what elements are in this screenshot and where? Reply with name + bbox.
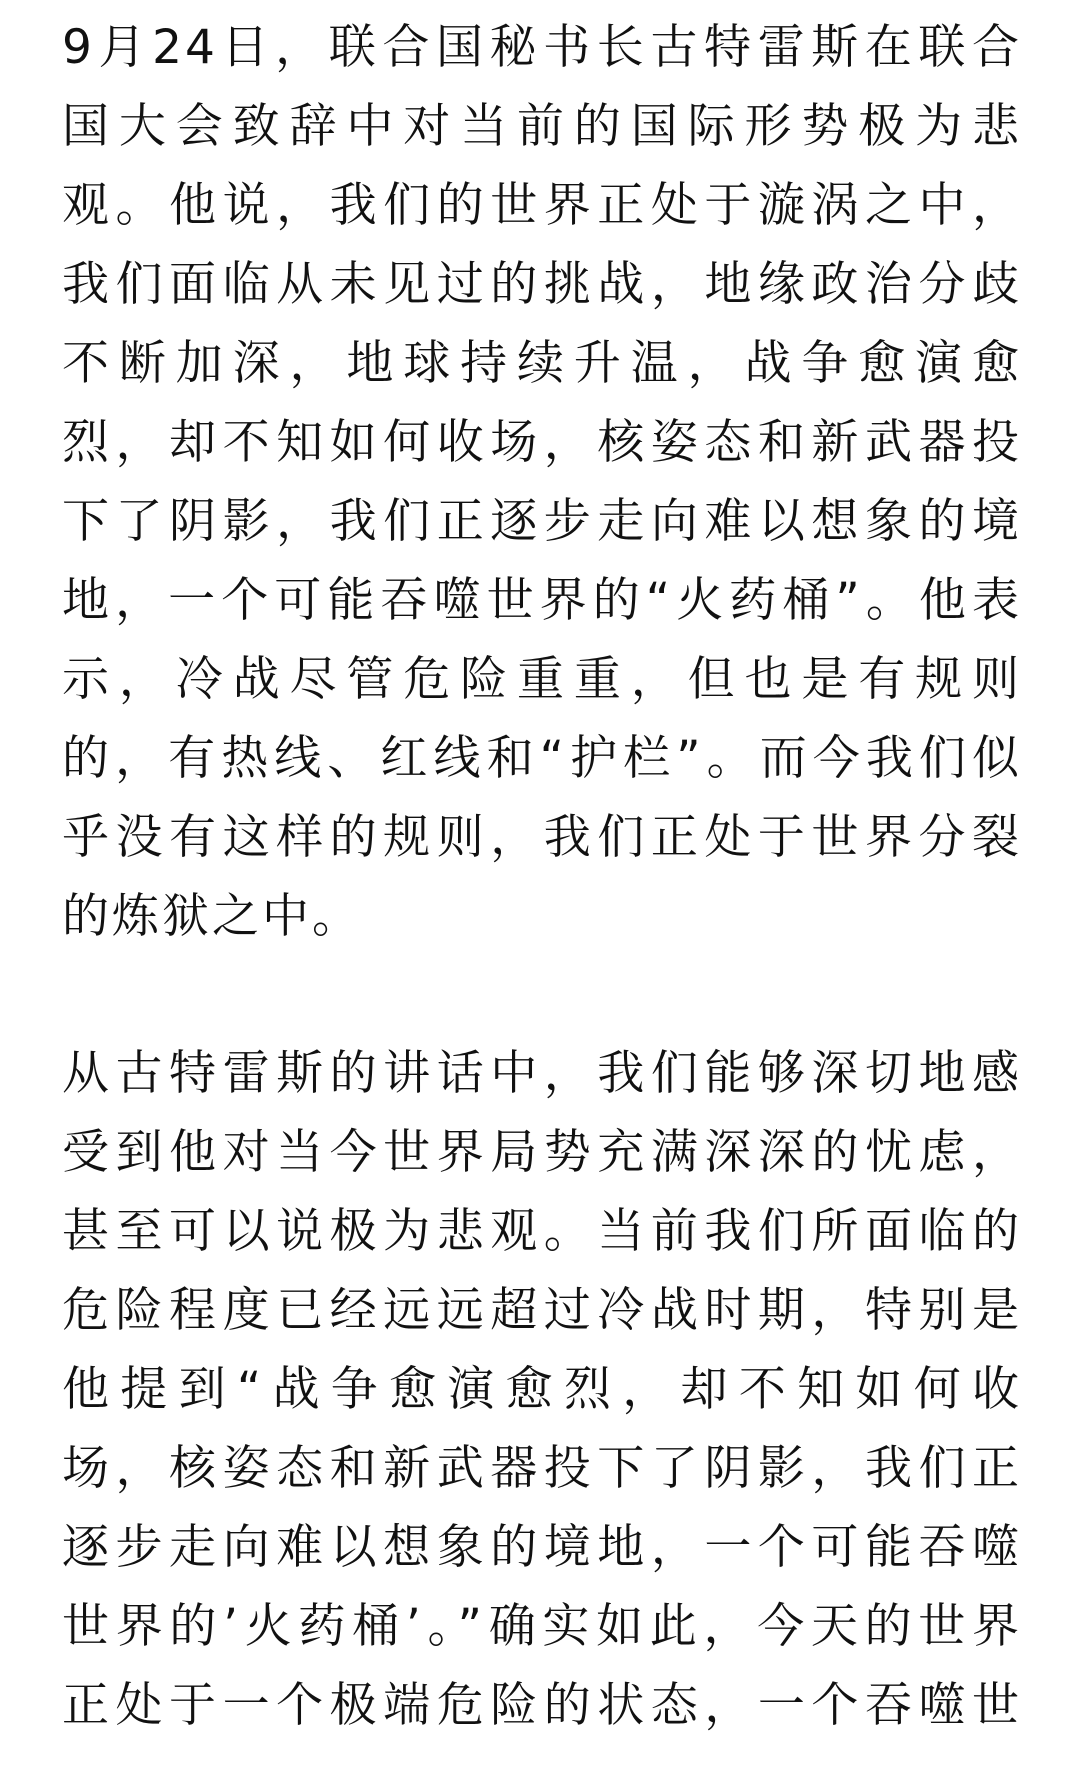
paragraph-spacer <box>62 956 1022 1034</box>
paragraph-2-line-2: 受到他对当今世界局势充满深深的忧虑， <box>62 1125 1022 1180</box>
paragraph-1 <box>62 8 1022 956</box>
paragraph-1-line-8: 地，一个可能吞噬世界的“火药桶”。他表 <box>62 573 1022 628</box>
paragraph-1-line-10: 的，有热线、红线和“护栏”。而今我们似 <box>62 731 1022 786</box>
paragraph-1-line-1: 9月24日，联合国秘书长古特雷斯在联合 <box>62 20 1022 75</box>
paragraph-1-line-7: 下了阴影，我们正逐步走向难以想象的境 <box>62 494 1022 549</box>
paragraph-2-line-4: 危险程度已经远远超过冷战时期，特别是 <box>62 1283 1022 1338</box>
paragraph-1-line-2: 国大会致辞中对当前的国际形势极为悲 <box>62 99 1022 154</box>
paragraph-2-line-8: 世界的’火药桶’。”确实如此，今天的世界 <box>62 1599 1022 1654</box>
paragraph-2-line-6: 场，核姿态和新武器投下了阴影，我们正 <box>62 1441 1022 1496</box>
paragraph-2 <box>62 1034 1022 1745</box>
paragraph-2-line-9: 正处于一个极端危险的状态，一个吞噬世 <box>62 1678 1022 1733</box>
paragraph-1-line-9: 示，冷战尽管危险重重，但也是有规则 <box>62 652 1022 707</box>
paragraph-2-line-5: 他提到“战争愈演愈烈，却不知如何收 <box>62 1362 1022 1417</box>
paragraph-2-line-3: 甚至可以说极为悲观。当前我们所面临的 <box>62 1204 1022 1259</box>
paragraph-1-line-11: 乎没有这样的规则，我们正处于世界分裂 <box>62 810 1022 865</box>
paragraph-2-line-1: 从古特雷斯的讲话中，我们能够深切地感 <box>62 1046 1022 1101</box>
paragraph-2-line-7: 逐步走向难以想象的境地，一个可能吞噬 <box>62 1520 1022 1575</box>
paragraph-1-line-6: 烈，却不知如何收场，核姿态和新武器投 <box>62 415 1022 470</box>
paragraph-1-line-3: 观。他说，我们的世界正处于漩涡之中， <box>62 178 1022 233</box>
article-body <box>62 8 1022 1745</box>
paragraph-1-line-12: 的炼狱之中。 <box>62 889 362 944</box>
paragraph-1-line-5: 不断加深，地球持续升温，战争愈演愈 <box>62 336 1022 391</box>
paragraph-1-line-4: 我们面临从未见过的挑战，地缘政治分歧 <box>62 257 1022 312</box>
